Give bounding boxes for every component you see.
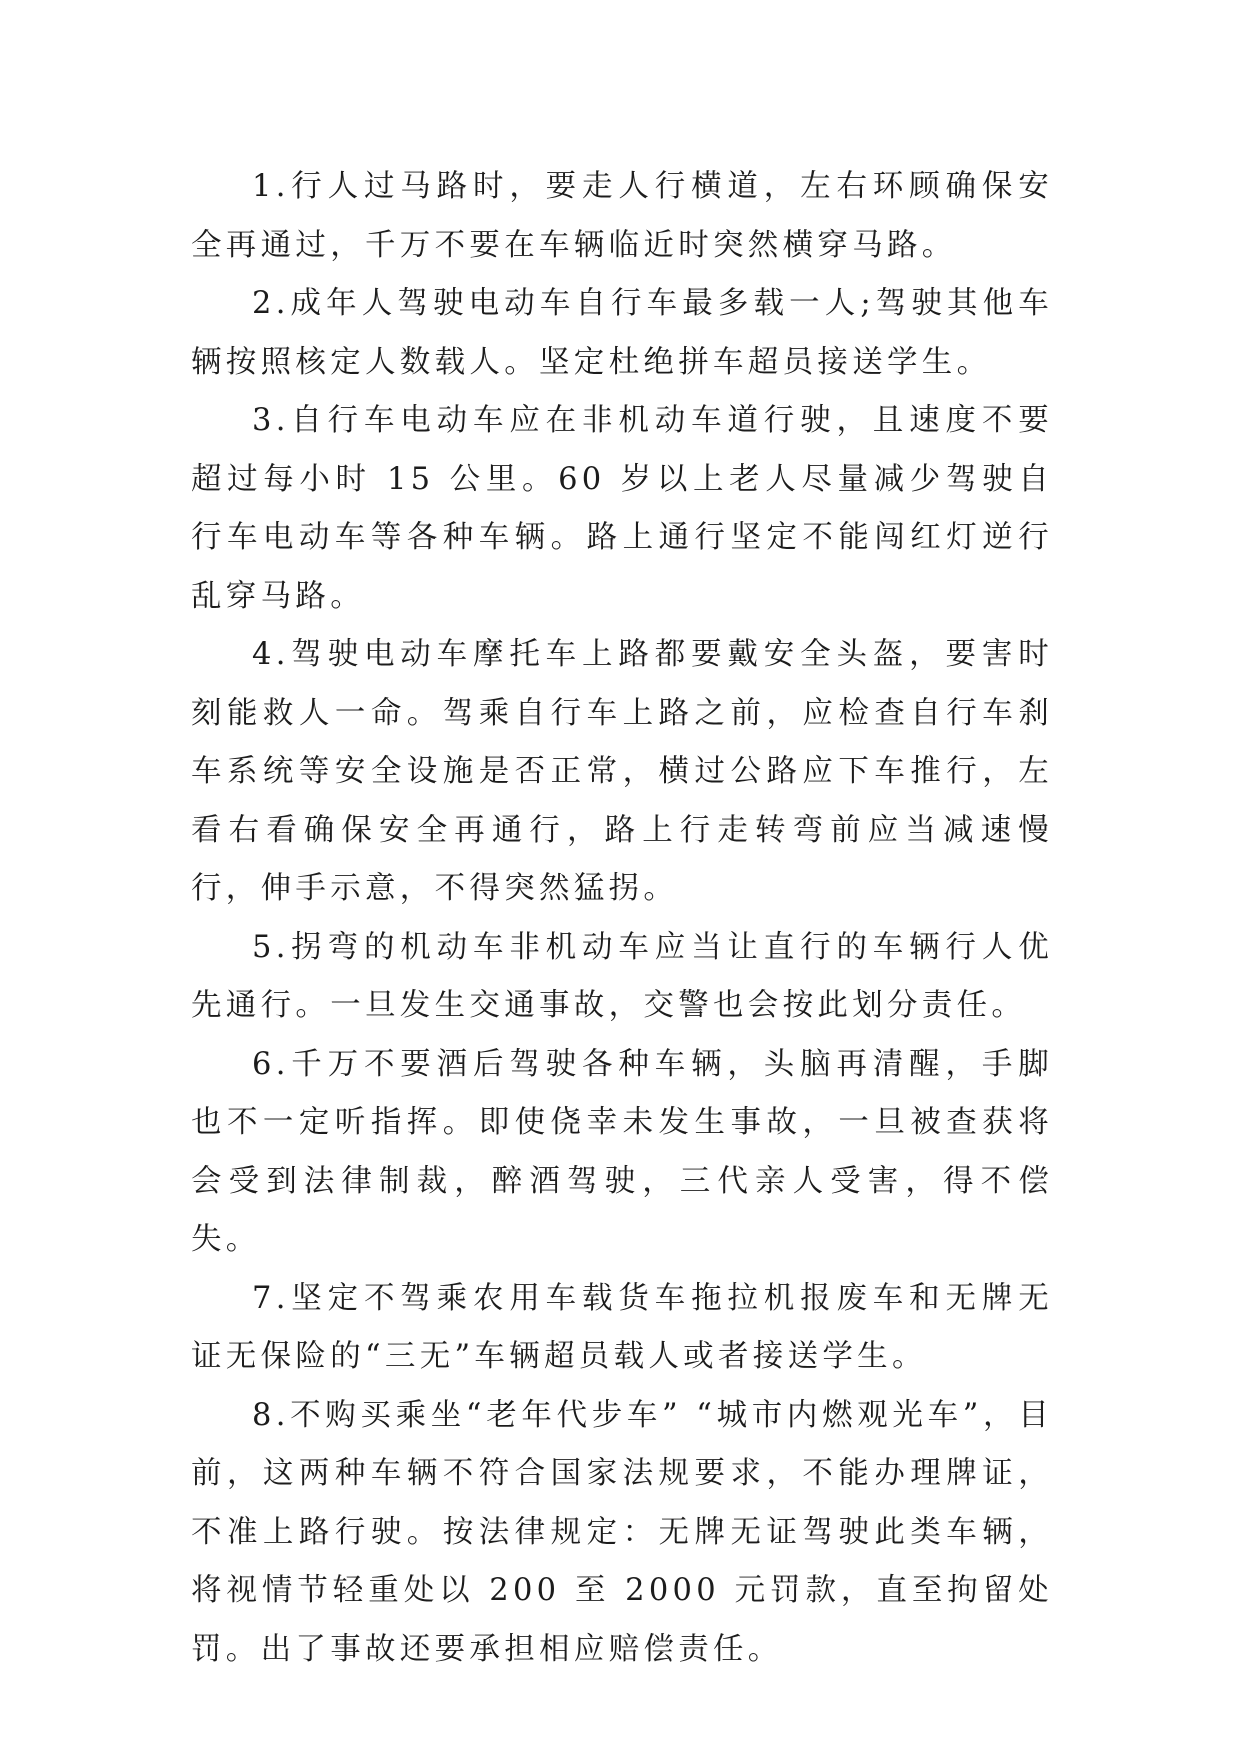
rule-paragraph-4: 4.驾驶电动车摩托车上路都要戴安全头盔，要害时刻能救人一命。驾乘自行车上路之前，应检查自行车刹车系统等安全设施是否正常，横过公路应下车推行，左看右看确保安全再通行，路上行走转弯前应当减速慢行，伸手示意，不得突然猛拐。 [191, 637, 1053, 906]
rule-paragraph-8: 8.不购买乘坐“老年代步车” “城市内燃观光车”，目前，这两种车辆不符合国家法规要求，不能办理牌证，不准上路行驶。按法律规定：无牌无证驾驶此类车辆，将视情节轻重处以 200 至 2000 元罚款，直至拘留处罚。出了事故还要承担相应赔偿责任。 [191, 1397, 1053, 1667]
rule-paragraph-3: 3.自行车电动车应在非机动车道行驶，且速度不要超过每小时 15 公里。60 岁以上老人尽量减少驾驶自行车电动车等各种车辆。路上通行坚定不能闯红灯逆行乱穿马路。 [191, 403, 1053, 614]
rule-paragraph-7: 7.坚定不驾乘农用车载货车拖拉机报废车和无牌无证无保险的“三无”车辆超员载人或者接送学生。 [191, 1280, 1053, 1374]
rule-paragraph-5: 5.拐弯的机动车非机动车应当让直行的车辆行人优先通行。一旦发生交通事故，交警也会按此划分责任。 [191, 929, 1053, 1023]
document-body [191, 158, 1053, 1679]
rule-paragraph-2: 2.成年人驾驶电动车自行车最多载一人;驾驶其他车辆按照核定人数载人。坚定杜绝拼车超员接送学生。 [191, 286, 1053, 380]
rule-paragraph-6: 6.千万不要酒后驾驶各种车辆，头脑再清醒，手脚也不一定听指挥。即使侥幸未发生事故，一旦被查获将会受到法律制裁，醉酒驾驶，三代亲人受害，得不偿失。 [191, 1046, 1053, 1257]
rule-paragraph-1: 1.行人过马路时，要走人行横道，左右环顾确保安全再通过，千万不要在车辆临近时突然横穿马路。 [191, 169, 1053, 263]
